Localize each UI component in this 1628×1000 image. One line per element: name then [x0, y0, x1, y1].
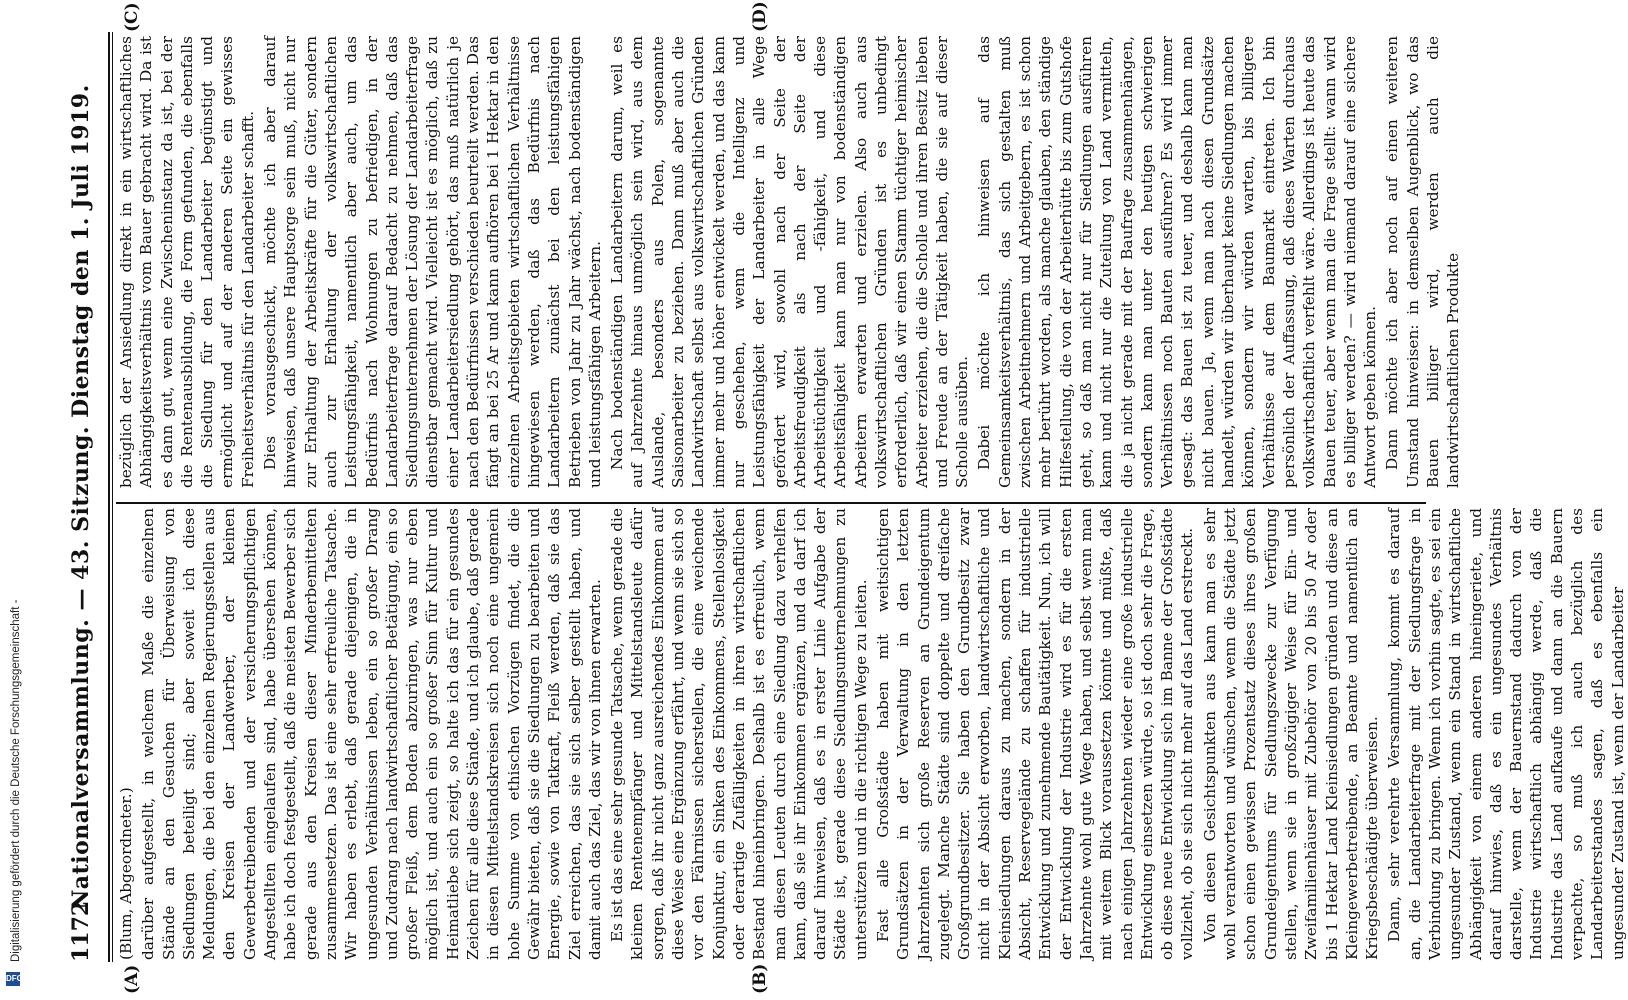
left-column	[116, 508, 1627, 960]
side-credit-text: Digitalisierung gefördert durch die Deutsche Forschungsgemeinschaft -	[10, 599, 22, 962]
paragraph: darüber aufgestellt, in welchem Maße die einzelnen Stände an den Gesuchen für Überweisung von Siedlungen beteiligt sind; aber soweit ich diese Meldungen, die bei den einzelnen Regierungsstellen aus den Kreisen der Landwerber, der kleinen Gewerbetreibenden und der versicherungspflichtigen Angestellten eingelaufen sind, habe übersehen können, habe ich doch festgestellt, daß die meisten Bewerber sich gerade aus den Kreisen dieser Minderbemittelten zusammensetzen. Das ist eine sehr erfreuliche Tatsache. Wir haben es erlebt, daß gerade diejenigen, die in ungesunden Verhältnissen leben, ein so großer Drang und Zudrang nach landwirtschaftlicher Betätigung, ein so großer Fleiß, dem Boden abzuringen, was nur eben möglich ist, und auch ein so großer Sinn für Kultur und Heimatliebe sich zeigt, so halte ich das für ein gesundes Zeichen für alle diese Stände, und ich glaube, daß gerade in diesen Mittelstandskreisen sich noch eine ungemein hohe Summe von ethischen Vorzügen findet, die die Gewähr bieten, daß sie die Siedlungen zu bearbeiten und Energie, sowie von Tatkraft, Fleiß werden, daß sie das Ziel erreichen, das sie sich selber gestellt haben, und damit auch das Ziel, das wir von ihnen erwarten.	[139, 508, 604, 960]
page-number: 1172	[68, 900, 94, 962]
paragraph: Von diesen Gesichtspunkten aus kann man es sehr wohl verantworten und wünschen, wenn die Städte jetzt schon einen gewissen Prozentsatz dieses ihres großen Grundeigentums für Siedlungszwecke zur Verfügung stellen, wenn sie in großzügiger Weise für Ein- und Zweifamilienhäuser mit Zubehör von 20 bis 50 Ar oder bis 1 Hektar Land Kleinsiedlungen gründen und diese an Kleingewerbetreibende, an Beamte und namentlich an Kriegsbeschädigte überweisen.	[1200, 508, 1382, 960]
marker-a: (A)	[122, 964, 142, 994]
paragraph: bezüglich der Ansiedlung direkt in ein wirtschaftliches Abhängigkeitsverhältnis vom Bauer gebracht wird. Da ist es dann gut, wenn eine Zwischeninstanz da ist, bei der die Rentenausbildung, die Form gefunden, die ebenfalls die Siedlung für den Landarbeiter begünstigt und ermöglicht und auf der anderen Seite ein gewisses Freiheitsverhältnis für den Landarbeiter schafft.	[117, 36, 257, 488]
paragraph: Dann, sehr verehrte Versammlung, kommt es darauf an, die Landarbeiterfrage mit der Siedlungsfrage in Verbindung zu bringen. Wenn ich vorhin sagte, es sei ein ungesunder Zustand, wenn ein Stand in wirtschaftliche Abhängigkeit von einem anderen hineingeriete, und darauf hinwies, daß es ein ungesundes Verhältnis darstelle, wenn der Bauernstand dadurch von der Industrie wirtschaftlich abhängig werde, daß die Industrie das Land aufkaufe und dann an die Bauern verpachte, so muß ich auch bezüglich des Landarbeiterstandes sagen, daß es ebenfalls ein ungesunder Zustand ist, wenn der Landarbeiter	[1385, 508, 1627, 960]
dfg-logo: DFG	[6, 972, 20, 986]
paragraph: Es ist das eine sehr gesunde Tatsache, wenn gerade die kleinen Rentenempfänger und Mittelstandsleute dafür sorgen, daß ihr nicht ganz ausreichendes Einkommen auf diese Weise eine Ergänzung erfährt, und wenn sie sich so vor den Fährnissen sicherstellen, die eine weichende Konjunktur, ein Sinken des Einkommens, Stellenlosigkeit oder derartige Zufälligkeiten in ihren wirtschaftlichen Bestand hineinbringen. Deshalb ist es erfreulich, wenn man diesen Leuten durch eine Siedlung dazu verhelfen kann, daß sie ihr Einkommen ergänzen, und da darf ich darauf hinweisen, daß es in erster Linie Aufgabe der Städte ist, gerade diese Siedlungsunternehmungen zu unterstützen und in die richtigen Wege zu leiten.	[608, 508, 870, 960]
marker-c: (C)	[122, 2, 142, 32]
speaker-label: (Blum, Abgeordneter.)	[117, 787, 135, 960]
paragraph: Dann möchte ich aber noch auf einen weiteren Umstand hinweisen: in demselben Augenblick, wo das Bauen billiger wird, werden auch die landwirtschaftlichen Produkte	[1383, 36, 1463, 488]
page-header	[68, 32, 104, 962]
column-divider	[116, 502, 1426, 504]
header-rule	[108, 32, 110, 962]
rotated-document-page	[50, 0, 1627, 1000]
right-column	[116, 36, 1463, 488]
marker-d: (D)	[750, 1, 770, 32]
paragraph: Nach bodenständigen Landarbeitern darum, weil es auf Jahrzehnte hinaus unmöglich sein wird, aus dem Auslande, besonders aus Polen, sogenannte Saisonarbeiter zu beziehen. Dann muß aber auch die Landwirtschaft selbst aus volkswirtschaftlichen Gründen immer mehr und höher entwickelt werden, und das kann nur geschehen, wenn die Intelligenz und Leistungsfähigkeit der Landarbeiter in alle Wege gefördert wird, sowohl nach der Seite der Arbeitsfreudigkeit als nach der Seite der Arbeitstüchtigkeit und -fähigkeit, und diese Arbeitsfähigkeit kann man nur von bodenständigen Arbeitern erwarten und erzielen. Also auch aus volkswirtschaftlichen Gründen ist es unbedingt erforderlich, daß wir einen Stamm tüchtiger heimischer Arbeiter erziehen, die die Scholle und ihren Besitz lieben und Freude an der Tätigkeit haben, die sie auf dieser Scholle ausüben.	[608, 36, 972, 488]
paragraph: Dies vorausgeschickt, möchte ich aber darauf hinweisen, daß unsere Hauptsorge sein muß, nicht nur zur Erhaltung der Arbeitskräfte für die Güter, sondern auch zur Erhaltung der volkswirtschaftlichen Leistungsfähigkeit, namentlich aber auch, um das Bedürfnis nach Wohnungen zu befriedigen, in der Landarbeiterfrage darauf Bedacht zu nehmen, daß das Siedlungsunternehmen der Lösung der Landarbeiterfrage dienstbar gemacht wird. Vielleicht ist es möglich, daß zu einer Landarbeitersiedlung gehört, das muß natürlich je nach den Bedürfnissen verschieden beurteilt werden. Das fängt an bei 25 Ar und kann aufhören bei 1 Hektar in den einzelnen Arbeitsgebieten wirtschaftlichen Verhältnisse hingewiesen werden, daß das Bedürfnis nach Landarbeitern zunächst bei den leistungsfähigen Betrieben von Jahr zu Jahr wächst, nach bodenständigen und leistungsfähigen Arbeitern.	[261, 36, 604, 488]
paragraph: Fast alle Großstädte haben mit weitsichtigen Grundsätzen in der Verwaltung in den letzten Jahrzehnten sich große Reserven an Grundeigentum zugelegt. Manche Städte sind doppelte und dreifache Großgrundbesitzer. Sie haben den Grundbesitz zwar nicht in der Absicht erworben, landwirtschaftliche und Kleinsiedlungen daraus zu machen, sondern in der Absicht, Reservegelände zu schaffen für industrielle Entwicklung und zunehmende Bautätigkeit. Nun, ich will der Entwicklung der Industrie wird es für die ersten Jahrzehnte wohl gute Wege haben, und selbst wenn man mit weitem Blick voraussetzen könnte und müßte, daß nach einigen Jahrzehnten wieder eine große industrielle Entwicklung einsetzen würde, so ist doch sehr die Frage, ob diese neue Entwicklung sich im Banne der Großstädte vollzieht, ob sie sich nicht mehr auf das Land erstreckt.	[873, 508, 1197, 960]
header-rule-thin	[112, 32, 113, 962]
marker-b: (B)	[750, 963, 770, 994]
page-title: Nationalversammlung. — 43. Sitzung. Dienstag den 1. Juli 1919.	[68, 84, 94, 910]
paragraph: Dabei möchte ich hinweisen auf das Gemeinsamkeitsverhältnis, das sich gestalten muß zwischen Arbeitnehmern und Arbeitgebern, es ist schon mehr berührt worden, als manche glauben, den ständige Hilfestellung, die von der Arbeiterhütte bis zum Gutshofe geht, so daß man nicht nur für Siedlungen ausführen kann und nicht nur die Zuteilung von Land vermitteln, die ja nicht gerade mit der Baufrage zusammenhängen, sondern kann man unter den heutigen schwierigen Verhältnissen noch Bauten ausführen? Es wird immer gesagt: das Bauen ist zu teuer, und deshalb kann man nicht bauen. Ja, wenn man nach diesen Grundsätze handelt, würden wir überhaupt keine Siedlungen machen können, sondern wir würden warten, bis billigere Verhältnisse auf dem Baumarkt eintreten. Ich bin persönlich der Auffassung, daß dieses Warten durchaus volkswirtschaftlich verfehlt wäre. Allerdings ist heute das Bauen teuer, aber wenn man die Frage stellt: wann wird es billiger werden? — wird niemand darauf eine sichere Antwort geben können.	[975, 36, 1380, 488]
